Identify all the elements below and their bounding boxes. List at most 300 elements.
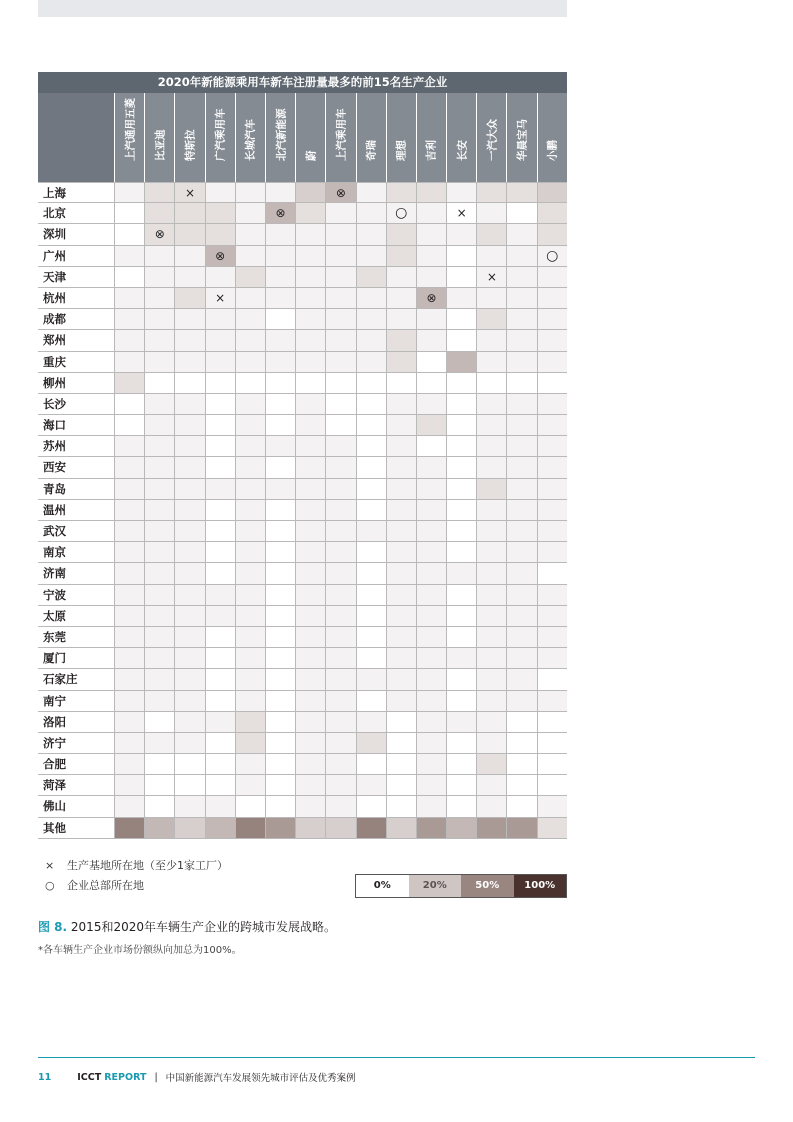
- share-cell: [205, 288, 235, 308]
- share-cell: [537, 754, 567, 774]
- city-row: [38, 352, 567, 373]
- city-label: 温州: [43, 502, 66, 517]
- header-corner: [38, 93, 114, 182]
- share-cell: [506, 648, 536, 668]
- share-cell: [356, 330, 386, 350]
- share-cell: [446, 246, 476, 266]
- share-cell: [235, 585, 265, 605]
- share-cell: [205, 627, 235, 647]
- share-cell: [537, 712, 567, 732]
- share-cell: [537, 246, 567, 266]
- share-cell: [506, 521, 536, 541]
- share-cell: [265, 309, 295, 329]
- share-cell: [506, 712, 536, 732]
- share-cell: [235, 669, 265, 689]
- share-cell: [356, 691, 386, 711]
- city-label: 深圳: [43, 227, 66, 242]
- share-cell: [205, 563, 235, 583]
- share-cell: [235, 183, 265, 202]
- share-cell: [114, 267, 144, 287]
- share-cell: [446, 457, 476, 477]
- share-cell: [325, 627, 355, 647]
- share-cell: [386, 224, 416, 244]
- share-cell: [325, 563, 355, 583]
- company-header: [325, 93, 355, 182]
- share-cell: [537, 330, 567, 350]
- share-cell: [506, 373, 536, 393]
- share-cell: [537, 267, 567, 287]
- share-cell: [356, 669, 386, 689]
- share-cell: [446, 479, 476, 499]
- company-header: [476, 93, 506, 182]
- share-cell: [325, 500, 355, 520]
- legend: [45, 856, 228, 896]
- share-cell: [114, 754, 144, 774]
- city-row: [38, 733, 567, 754]
- city-row: [38, 563, 567, 584]
- share-cell: [265, 818, 295, 838]
- share-cell: [506, 267, 536, 287]
- company-name: 上汽通用五菱: [124, 98, 137, 161]
- city-label: 青岛: [43, 481, 66, 496]
- share-cell: [446, 203, 476, 223]
- share-cell: [446, 521, 476, 541]
- share-cell: [235, 352, 265, 372]
- share-cell: [144, 542, 174, 562]
- share-cell: [144, 648, 174, 668]
- share-cell: [476, 500, 506, 520]
- city-label: 济南: [43, 566, 66, 581]
- share-cell: [476, 796, 506, 816]
- share-cell: [506, 309, 536, 329]
- share-cell: [356, 754, 386, 774]
- share-cell: [476, 585, 506, 605]
- share-cell: [476, 669, 506, 689]
- share-cell: [265, 246, 295, 266]
- share-cell: [265, 712, 295, 732]
- share-cell: [235, 754, 265, 774]
- share-cell: [174, 479, 204, 499]
- share-cell: [356, 606, 386, 626]
- share-cell: [416, 224, 446, 244]
- share-cell: [416, 691, 446, 711]
- share-cell: [416, 479, 446, 499]
- share-cell: [144, 394, 174, 414]
- factory-cross-icon: ×: [456, 206, 467, 221]
- share-cell: [416, 585, 446, 605]
- share-cell: [416, 627, 446, 647]
- share-cell: [205, 330, 235, 350]
- share-cell: [295, 183, 325, 202]
- share-cell: [356, 288, 386, 308]
- share-cell: [235, 373, 265, 393]
- share-cell: [174, 309, 204, 329]
- footer-divider: [38, 1057, 755, 1058]
- share-cell: [295, 224, 325, 244]
- share-cell: [506, 479, 536, 499]
- share-cell: [174, 754, 204, 774]
- share-cell: [174, 352, 204, 372]
- share-cell: [235, 500, 265, 520]
- share-cell: [506, 542, 536, 562]
- share-cell: [476, 818, 506, 838]
- share-cell: [386, 436, 416, 456]
- share-cell: [356, 203, 386, 223]
- share-cell: [416, 542, 446, 562]
- city-row: [38, 754, 567, 775]
- share-cell: [356, 818, 386, 838]
- share-cell: [476, 288, 506, 308]
- share-cell: [205, 246, 235, 266]
- share-cell: [356, 563, 386, 583]
- share-cell: [506, 691, 536, 711]
- city-row: [38, 182, 567, 203]
- share-cell: [386, 563, 416, 583]
- figure-caption: [38, 918, 336, 935]
- share-cell: [537, 648, 567, 668]
- share-cell: [235, 691, 265, 711]
- share-cell: [476, 415, 506, 435]
- share-cell: [325, 224, 355, 244]
- share-cell: [265, 224, 295, 244]
- share-cell: [356, 733, 386, 753]
- share-cell: [446, 712, 476, 732]
- share-cell: [416, 733, 446, 753]
- share-cell: [144, 818, 174, 838]
- share-cell: [325, 712, 355, 732]
- footer-org: ICCT: [77, 1071, 102, 1083]
- city-row: [38, 775, 567, 796]
- city-row: [38, 394, 567, 415]
- company-header: [295, 93, 325, 182]
- share-cell: [174, 415, 204, 435]
- share-cell: [295, 373, 325, 393]
- share-cell: [416, 288, 446, 308]
- share-cell: [446, 648, 476, 668]
- share-cell: [537, 500, 567, 520]
- share-cell: [386, 352, 416, 372]
- footer-report: REPORT: [104, 1071, 147, 1083]
- share-cell: [174, 712, 204, 732]
- share-cell: [356, 796, 386, 816]
- share-cell: [416, 352, 446, 372]
- share-cell: [174, 436, 204, 456]
- share-cell: [537, 563, 567, 583]
- share-cell: [446, 691, 476, 711]
- legend-item-hq: [45, 876, 228, 896]
- share-cell: [174, 627, 204, 647]
- company-header: [506, 93, 536, 182]
- city-label: 石家庄: [43, 672, 78, 687]
- share-cell: [295, 542, 325, 562]
- share-cell: [537, 394, 567, 414]
- share-cell: [265, 796, 295, 816]
- share-cell: [265, 183, 295, 202]
- share-cell: [295, 712, 325, 732]
- share-cell: [174, 521, 204, 541]
- city-label: 柳州: [43, 375, 66, 390]
- share-cell: [476, 691, 506, 711]
- scale-step: 20%: [409, 875, 462, 897]
- share-cell: [386, 521, 416, 541]
- share-cell: [446, 415, 476, 435]
- city-row: [38, 457, 567, 478]
- share-cell: [265, 394, 295, 414]
- share-cell: [295, 585, 325, 605]
- city-label: 西安: [43, 460, 66, 475]
- share-cell: [476, 373, 506, 393]
- share-cell: [506, 352, 536, 372]
- share-cell: [235, 796, 265, 816]
- share-cell: [386, 627, 416, 647]
- share-cell: [506, 585, 536, 605]
- share-cell: [144, 796, 174, 816]
- company-name: 吉利: [425, 140, 438, 161]
- legend-label: 生产基地所在地（至少1家工厂）: [67, 859, 228, 872]
- city-label: 成都: [43, 312, 66, 327]
- share-cell: [325, 330, 355, 350]
- share-cell: [265, 330, 295, 350]
- share-cell: [446, 818, 476, 838]
- share-cell: [537, 203, 567, 223]
- company-header: [205, 93, 235, 182]
- share-cell: [235, 521, 265, 541]
- share-cell: [114, 309, 144, 329]
- city-label: 宁波: [43, 587, 66, 602]
- city-row: [38, 246, 567, 267]
- share-cell: [446, 775, 476, 795]
- share-cell: [265, 457, 295, 477]
- share-cell: [174, 457, 204, 477]
- headquarters-circle-icon: ○: [546, 247, 559, 264]
- city-label: 东莞: [43, 629, 66, 644]
- share-cell: [537, 691, 567, 711]
- share-cell: [476, 648, 506, 668]
- company-name: 小鹏: [546, 140, 559, 161]
- share-cell: [537, 733, 567, 753]
- share-cell: [205, 712, 235, 732]
- share-cell: [114, 627, 144, 647]
- share-cell: [235, 330, 265, 350]
- share-cell: [506, 627, 536, 647]
- share-cell: [144, 712, 174, 732]
- share-cell: [356, 585, 386, 605]
- share-cell: [205, 352, 235, 372]
- share-cell: [476, 712, 506, 732]
- share-cell: [476, 457, 506, 477]
- share-cell: [416, 818, 446, 838]
- share-cell: [446, 606, 476, 626]
- share-cell: [265, 436, 295, 456]
- share-cell: [537, 521, 567, 541]
- matrix-title: 2020年新能源乘用车新车注册量最多的前15名生产企业: [38, 72, 567, 93]
- figure-caption-text: 2015和2020年车辆生产企业的跨城市发展战略。: [67, 920, 336, 934]
- company-name: 特斯拉: [184, 129, 197, 161]
- share-cell: [506, 457, 536, 477]
- share-cell: [205, 521, 235, 541]
- share-cell: [386, 585, 416, 605]
- share-cell: [144, 436, 174, 456]
- share-cell: [356, 627, 386, 647]
- company-header: [235, 93, 265, 182]
- share-cell: [476, 733, 506, 753]
- share-cell: [386, 246, 416, 266]
- share-cell: [537, 606, 567, 626]
- share-cell: [446, 352, 476, 372]
- share-cell: [416, 330, 446, 350]
- share-cell: [174, 203, 204, 223]
- share-cell: [386, 542, 416, 562]
- share-cell: [476, 330, 506, 350]
- share-cell: [506, 818, 536, 838]
- city-row: [38, 309, 567, 330]
- share-cell: [114, 352, 144, 372]
- city-label: 菏泽: [43, 778, 66, 793]
- share-cell: [386, 754, 416, 774]
- share-cell: [386, 330, 416, 350]
- share-cell: [144, 183, 174, 202]
- share-cell: [144, 457, 174, 477]
- share-cell: [295, 754, 325, 774]
- share-cell: [416, 373, 446, 393]
- share-cell: [446, 267, 476, 287]
- share-cell: [537, 288, 567, 308]
- share-cell: [144, 309, 174, 329]
- share-cell: [205, 309, 235, 329]
- legend-item-factory: [45, 856, 228, 876]
- share-cell: [446, 627, 476, 647]
- factory-cross-icon: ×: [486, 269, 497, 284]
- share-cell: [205, 669, 235, 689]
- city-label: 南京: [43, 545, 66, 560]
- share-cell: [265, 521, 295, 541]
- city-row: [38, 542, 567, 563]
- share-cell: [205, 500, 235, 520]
- company-name: 广汽乘用车: [214, 108, 227, 161]
- share-cell: [144, 352, 174, 372]
- share-cell: [265, 606, 295, 626]
- city-row: [38, 373, 567, 394]
- share-cell: [235, 394, 265, 414]
- city-row: [38, 500, 567, 521]
- share-cell: [144, 585, 174, 605]
- share-cell: [144, 224, 174, 244]
- city-label: 郑州: [43, 333, 66, 348]
- share-cell: [144, 267, 174, 287]
- share-cell: [356, 373, 386, 393]
- share-cell: [386, 373, 416, 393]
- share-cell: [144, 563, 174, 583]
- share-cell: [114, 585, 144, 605]
- share-cell: [205, 224, 235, 244]
- share-cell: [416, 183, 446, 202]
- share-cell: [295, 203, 325, 223]
- share-cell: [506, 330, 536, 350]
- share-cell: [235, 479, 265, 499]
- city-label: 杭州: [43, 290, 66, 305]
- share-cell: [356, 457, 386, 477]
- share-cell: [537, 669, 567, 689]
- share-cell: [416, 309, 446, 329]
- share-cell: [144, 733, 174, 753]
- share-cell: [386, 733, 416, 753]
- share-cell: [295, 796, 325, 816]
- share-cell: [295, 288, 325, 308]
- share-cell: [295, 479, 325, 499]
- share-cell: [476, 394, 506, 414]
- city-row: [38, 712, 567, 733]
- factory-cross-icon: ×: [184, 185, 195, 200]
- share-cell: [174, 648, 204, 668]
- share-cell: [114, 246, 144, 266]
- share-cell: [476, 183, 506, 202]
- share-cell: [235, 288, 265, 308]
- share-cell: [416, 267, 446, 287]
- company-name: 上汽乘用车: [335, 108, 348, 161]
- city-row: [38, 691, 567, 712]
- share-cell: [325, 606, 355, 626]
- share-cell: [114, 183, 144, 202]
- scale-step: 100%: [514, 875, 567, 897]
- share-cell: [114, 415, 144, 435]
- company-name: 蔚: [305, 150, 318, 161]
- city-label: 广州: [43, 248, 66, 263]
- page-footer: [38, 1070, 356, 1084]
- share-cell: [325, 818, 355, 838]
- share-cell: [114, 712, 144, 732]
- share-cell: [205, 818, 235, 838]
- share-cell: [446, 394, 476, 414]
- share-cell: [174, 606, 204, 626]
- city-row: [38, 648, 567, 669]
- share-cell: [506, 733, 536, 753]
- share-cell: [416, 521, 446, 541]
- share-cell: [325, 585, 355, 605]
- share-cell: [325, 267, 355, 287]
- city-row: [38, 479, 567, 500]
- share-cell: [325, 542, 355, 562]
- share-cell: [174, 691, 204, 711]
- city-row: [38, 224, 567, 245]
- share-cell: [446, 436, 476, 456]
- share-cell: [386, 394, 416, 414]
- page-number: 11: [38, 1071, 52, 1083]
- city-label: 苏州: [43, 439, 66, 454]
- share-cell: [356, 648, 386, 668]
- share-cell: [416, 754, 446, 774]
- share-cell: [265, 288, 295, 308]
- share-cell: [537, 309, 567, 329]
- city-label: 佛山: [43, 799, 66, 814]
- city-label: 长沙: [43, 396, 66, 411]
- share-cell: [114, 224, 144, 244]
- share-cell: [476, 352, 506, 372]
- share-cell: [416, 775, 446, 795]
- share-cell: [386, 500, 416, 520]
- share-cell: [174, 267, 204, 287]
- share-cell: [144, 246, 174, 266]
- share-cell: [356, 394, 386, 414]
- city-row: [38, 796, 567, 817]
- share-cell: [114, 500, 144, 520]
- share-cell: [235, 775, 265, 795]
- share-cell: [356, 246, 386, 266]
- city-row: [38, 818, 567, 839]
- company-header: [265, 93, 295, 182]
- share-cell: [506, 775, 536, 795]
- share-cell: [386, 479, 416, 499]
- share-cell: [265, 373, 295, 393]
